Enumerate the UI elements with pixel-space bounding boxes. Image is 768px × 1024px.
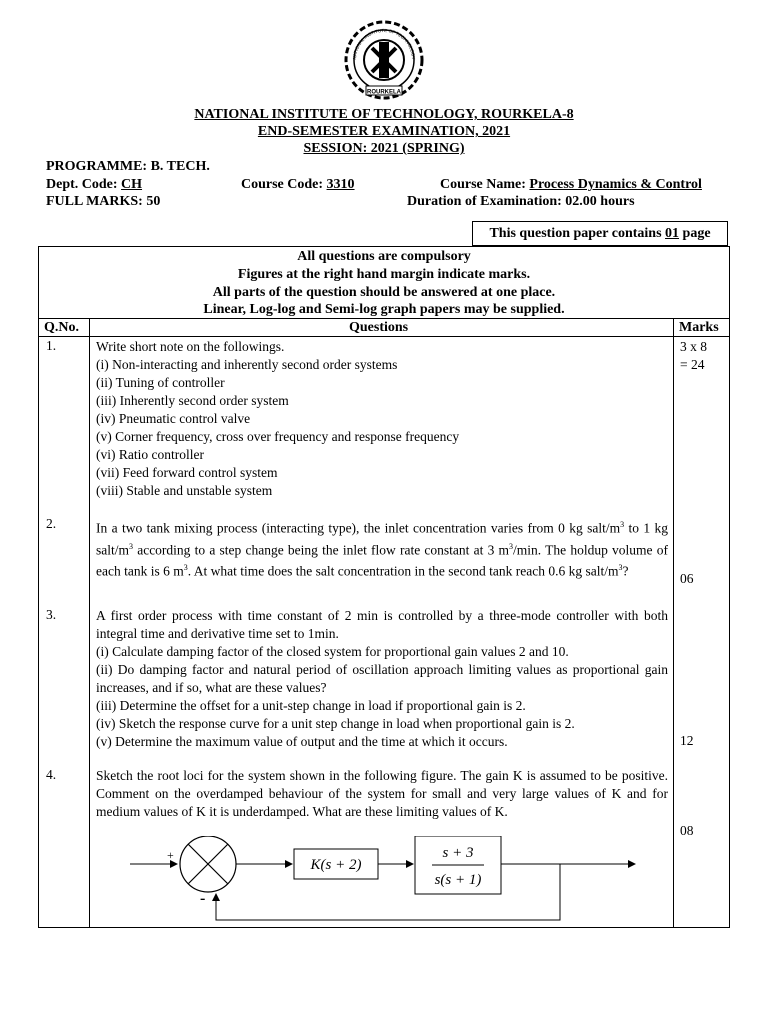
instruction-line: Figures at the right hand margin indicate marks. — [237, 267, 531, 282]
list-item: (ii) Tuning of controller — [96, 375, 225, 390]
page-count-box: This question paper contains 01 page — [472, 221, 728, 246]
institute-title: NATIONAL INSTITUTE OF TECHNOLOGY, ROURKELA-8 — [194, 107, 574, 122]
instruction-line: Linear, Log-log and Semi-log graph papers may be supplied. — [203, 302, 565, 317]
list-item: (iv) Sketch the response curve for a unit step change in load when proportional gain is 2. — [96, 716, 575, 731]
exam-title: END-SEMESTER EXAMINATION, 2021 — [257, 124, 511, 139]
column-divider — [673, 318, 674, 928]
question-1: Write short note on the followings. (i) Non-interacting and inherently second order systems (ii) Tuning of controller (iii) Inherently second order system (iv) Pneumatic control valve (v) Corner frequency, cross over frequency and response frequency (vi) Ratio controller (vii) Feed forward control system (viii) Stable and unstable system — [96, 338, 668, 500]
col-qno: Q.No. — [44, 320, 79, 335]
question-4: Sketch the root loci for the system shown in the following figure. The gain K is assumed to be positive. Comment on the overdamped behaviour of the system for small and very large values of K and for medium values of K it is underdamped. What are these limiting values of K. — [96, 768, 668, 819]
list-item: (i) Non-interacting and inherently second order systems — [96, 357, 398, 372]
programme: PROGRAMME: B. TECH. — [46, 159, 210, 174]
divider — [38, 336, 730, 337]
list-item: (v) Corner frequency, cross over frequency and response frequency — [96, 429, 460, 444]
block-diagram — [120, 836, 640, 926]
instruction-line: All parts of the question should be answered at one place. — [212, 285, 556, 300]
institute-logo — [342, 18, 426, 102]
list-item: (ii) Do damping factor and natural period of oscillation approach limiting values as proportional gain increases, and if so, what are these values? — [96, 662, 668, 695]
plus-sign: + — [167, 848, 174, 862]
marks-q3: 12 — [680, 733, 694, 748]
process-numerator: s + 3 — [442, 845, 474, 861]
marks-q1: 3 x 8 = 24 — [680, 339, 707, 372]
duration: Duration of Examination: 02.00 hours — [407, 194, 635, 209]
list-item: (vi) Ratio controller — [96, 447, 204, 462]
col-marks: Marks — [679, 320, 719, 335]
column-divider — [89, 318, 90, 928]
question-3: A first order process with time constant of 2 min is controlled by a three-mode controller with both integral time and derivative time set to 1min. (i) Calculate damping factor of the closed system for proportional gain values 2 and 10. (ii) Do damping factor and natural period of oscillation approach limiting values as proportional gain increases, and if so, what are these values? (iii) Determine the offset for a unit-step change in load if proportional gain is 2. (iv) Sketch the response curve for a unit step change in load when proportional gain is 2. (v) Determine the maximum value of output and the time at which it occurs. — [96, 608, 668, 749]
course-name: Course Name: Process Dynamics & Control — [440, 177, 702, 192]
question-number: 3. — [46, 607, 57, 622]
session-title: SESSION: 2021 (SPRING) — [303, 141, 465, 156]
list-item: (i) Calculate damping factor of the closed system for proportional gain values 2 and 10. — [96, 644, 569, 659]
logo-text-top: NATIONAL INSTITUTE OF TECHNOLOGY — [351, 27, 417, 60]
question-number: 1. — [46, 338, 57, 353]
full-marks: FULL MARKS: 50 — [46, 194, 161, 209]
course-code: Course Code: 3310 — [241, 177, 355, 192]
process-denominator: s(s + 1) — [434, 872, 482, 888]
logo-text-bottom: ROURKELA — [367, 89, 401, 96]
list-item: (viii) Stable and unstable system — [96, 483, 273, 498]
feedback-path — [216, 864, 560, 920]
marks-q4: 08 — [680, 823, 694, 838]
minus-sign: - — [200, 890, 206, 907]
list-item: (v) Determine the maximum value of output and the time at which it occurs. — [96, 734, 508, 749]
list-item: (iii) Inherently second order system — [96, 393, 289, 408]
instruction-line: All questions are compulsory — [297, 249, 471, 264]
question-2: In a two tank mixing process (interacting type), the inlet concentration varies from 0 kg salt/$m^3$ to 1 kg salt/$m^3$ according to a step change being the inlet flow rate constant at 3 $m^3/\min$. The holdup volume of each tank is 6 $m^3$. At what time does the salt concentration in the second tank reach 0.6 kg salt/$m^3$? — [96, 520, 668, 579]
dept-code: Dept. Code: CH — [46, 177, 143, 192]
col-questions: Questions — [349, 320, 409, 335]
list-item: (iii) Determine the offset for a unit-step change in load if proportional gain is 2. — [96, 698, 526, 713]
list-item: (vii) Feed forward control system — [96, 465, 278, 480]
list-item: (iv) Pneumatic control valve — [96, 411, 251, 426]
controller-tf: K(s + 2) — [310, 857, 362, 873]
question-number: 4. — [46, 767, 57, 782]
question-number: 2. — [46, 516, 57, 531]
marks-q2: 06 — [680, 571, 694, 586]
